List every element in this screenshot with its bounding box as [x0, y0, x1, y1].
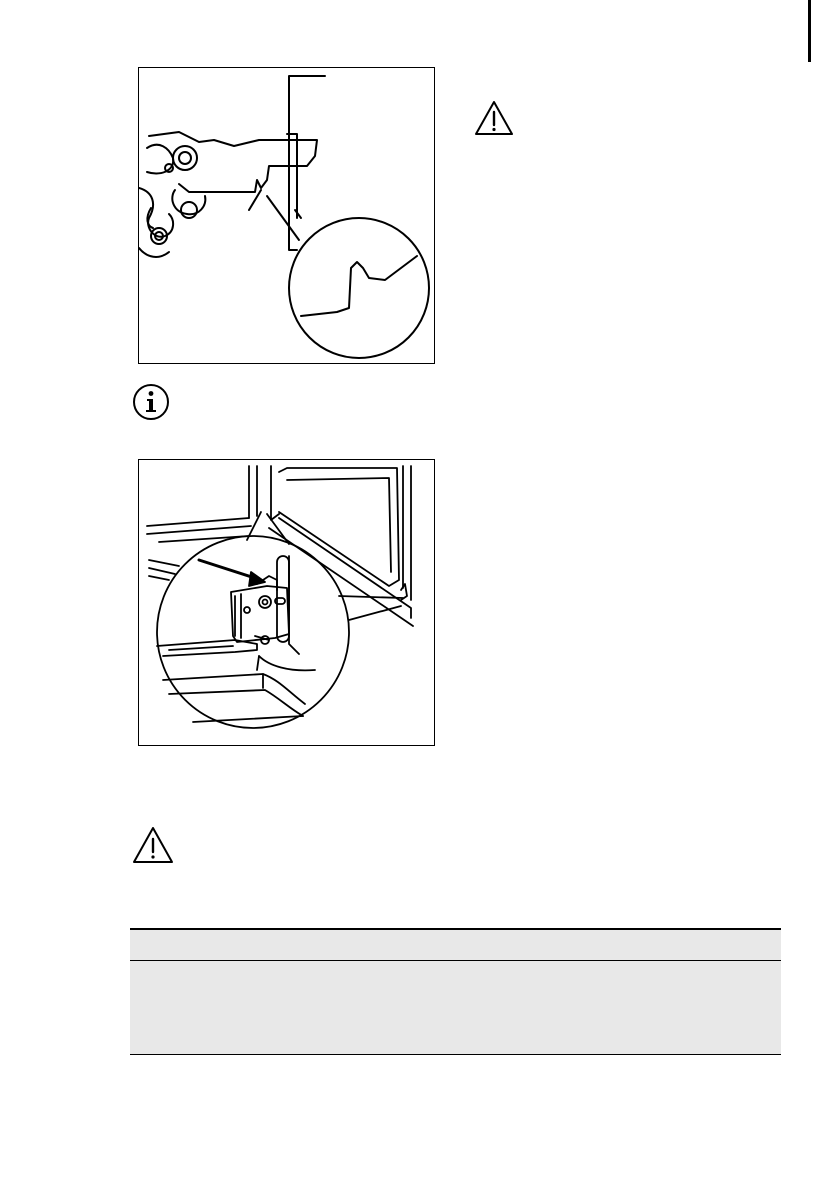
- hinge-detail-figure: [138, 67, 435, 364]
- table-row: [130, 961, 781, 1055]
- crop-mark: [808, 0, 811, 62]
- warning-triangle-icon: [132, 826, 174, 864]
- info-circle-icon: [132, 383, 170, 421]
- door-hinge-illustration: [139, 460, 434, 745]
- warning-triangle-icon: [474, 100, 514, 136]
- info-table: [130, 928, 781, 1055]
- door-hinge-lock-figure: [138, 459, 435, 746]
- table-header: [130, 928, 781, 961]
- hinge-detail-illustration: [139, 68, 434, 363]
